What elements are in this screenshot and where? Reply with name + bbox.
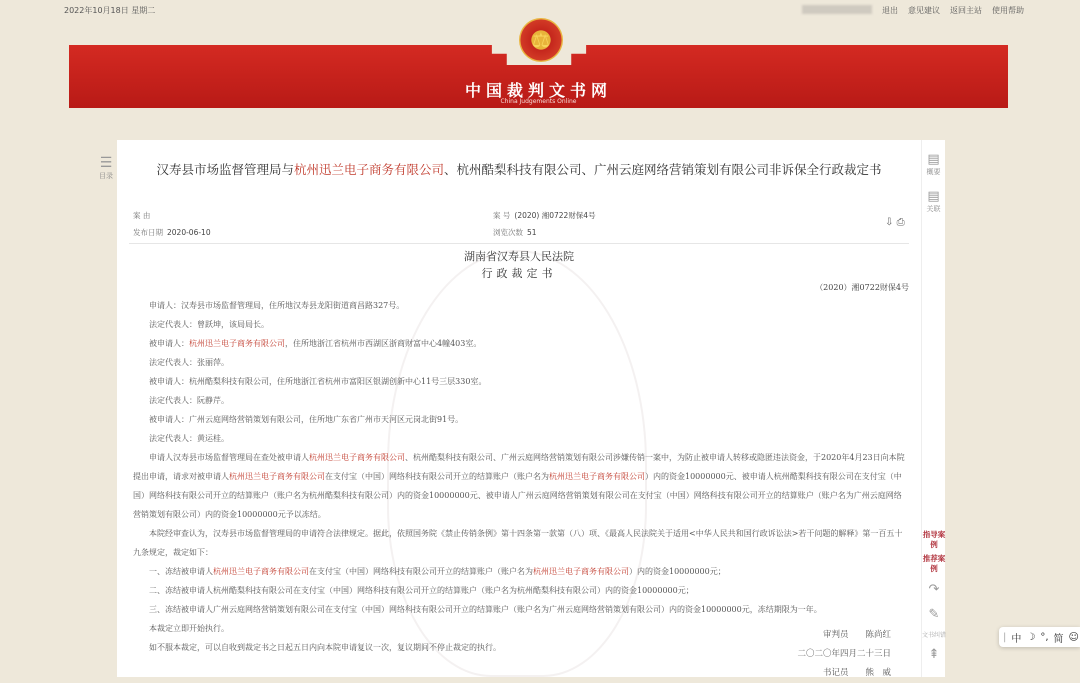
text-segment: 如不服本裁定，可以自收到裁定书之日起五日内向本院申请复议一次，复议期间不停止裁定的执行。 [149,643,501,652]
caseno-value: (2020) 湘0722财保4号 [514,211,596,220]
text-segment: 汉寿县市场监督管理局与 [156,162,294,177]
text-segment: 法定代表人：阮静芹。 [149,396,229,405]
text-segment: 一、冻结被申请人 [149,567,213,576]
cause-label: 案 由 [133,211,151,220]
document-card [117,140,921,677]
date-label: 发布日期 [133,228,163,237]
ime-handle[interactable]: | [1003,631,1007,643]
views-label: 浏览次数 [493,228,523,237]
text-segment: 申请人：汉寿县市场监督管理局，住所地汉寿县龙阳街道商昌路327号。 [149,301,405,310]
document-icon: ▤ [927,189,940,204]
highlighted-company-name[interactable]: 杭州迅兰电子商务有限公司 [213,567,309,576]
error-report-button[interactable]: 文书纠错 [922,632,947,639]
date-value: 2020-06-10 [167,228,211,237]
document-title [117,160,921,178]
text-segment: 、杭州酷梨科技有限公司、广州云庭网络营销策划有限公司非诉保全行政裁定书 [444,162,882,177]
ime-moon-icon[interactable]: ☽ [1026,631,1036,643]
edit-icon[interactable]: ✎ [928,607,940,622]
text-segment: 法定代表人：张丽萍。 [149,358,229,367]
document-paragraph [133,429,909,448]
text-segment: 、杭州酷梨科技有限公司、广州云庭网络营销策划有限公司涉嫌传销一案中，为防止被申请人转移或隐匿违法资金，于2020年4月23日向本院提出申请，请求对被申请人 [133,453,905,481]
ime-simplified[interactable]: 简 [1053,633,1064,645]
document-type: 行政裁定书 [481,267,557,280]
document-paragraph [133,391,909,410]
text-segment: ）内的资金10000000元、被申请人杭州酷梨科技有限公司在支付宝（中国）网络科技有限公司开立的结算账户（账户名为杭州酷梨科技有限公司）内的资金10000000元、被申请人广州云庭网络营销策划有限公司在支付宝（中国）网络科技有限公司开立的结算账户（账户名为广州云庭网络营销策划有限公司）内的资金10000000元予以冻结。 [133,472,902,519]
user-name-blurred [802,5,872,14]
document-paragraph [133,334,909,353]
document-paragraph [133,524,909,562]
right-panel [921,140,945,677]
document-paragraph [133,562,909,581]
text-segment: ，住所地浙江省杭州市西湖区浙商财富中心4幢403室。 [285,339,482,348]
related-label: 关联 [926,205,941,213]
text-segment: 申请人汉寿县市场监督管理局在查处被申请人 [149,453,309,462]
ime-chinese-mode[interactable]: 中 [1011,633,1022,645]
document-paragraph [133,619,909,638]
download-icon[interactable]: ⇩ [885,217,894,228]
text-segment: ）内的资金10000000元； [629,567,726,576]
meta-cause [133,210,154,221]
summary-label: 概要 [926,168,941,176]
document-paragraph [133,448,909,524]
text-segment: 二、冻结被申请人杭州酷梨科技有限公司在支付宝（中国）网络科技有限公司开立的结算账户（账户名为杭州酷梨科技有限公司）内的资金10000000元； [149,586,694,595]
highlighted-company-name[interactable]: 杭州迅兰电子商务有限公司 [549,472,645,481]
meta-date [133,227,211,238]
site-title: 中国裁判文书网 [464,81,612,100]
related-button[interactable] [922,189,945,214]
text-segment: 在支付宝（中国）网络科技有限公司开立的结算账户（账户名为 [325,472,549,481]
highlighted-company-name[interactable]: 杭州迅兰电子商务有限公司 [309,453,405,462]
doc-tools [885,217,905,228]
caseno-label: 案 号 [493,211,511,220]
document-paragraph [133,638,909,657]
text-segment: 被申请人：杭州酷梨科技有限公司，住所地浙江省杭州市富阳区银湖创新中心11号三层330室。 [149,377,487,386]
document-paragraph [133,296,909,315]
court-name: 湖南省汉寿县人民法院 [464,250,574,263]
document-paragraph [133,353,909,372]
ime-punctuation[interactable]: °, [1040,631,1049,643]
judge: 审判员 陈尚红 [822,630,891,640]
document-body [133,296,909,657]
ime-emoji-icon[interactable]: ☺ [1068,631,1079,643]
toc-button[interactable] [99,155,113,181]
case-number: （2020）湘0722财保4号 [815,283,909,292]
guiding-case-button[interactable]: 指导案例 [922,530,946,549]
logout-link[interactable]: 退出 [882,6,898,15]
list-icon: ☰ [99,155,113,171]
signing-date: 二〇二〇年四月二十三日 [797,649,891,659]
back-to-top-icon[interactable]: ⇞ [928,647,940,662]
highlighted-company-name[interactable]: 杭州迅兰电子商务有限公司 [293,162,444,177]
text-segment: 被申请人：广州云庭网络营销策划有限公司，住所地广东省广州市天河区元岗北街91号。 [149,415,464,424]
document-paragraph [133,600,909,619]
recommended-case-button[interactable]: 推荐案例 [922,554,946,573]
clerk: 书记员 熊 威 [822,668,891,678]
text-segment: 本裁定立即开始执行。 [149,624,229,633]
meta-caseno [493,210,596,221]
meta-views [493,227,537,238]
highlighted-company-name[interactable]: 杭州迅兰电子商务有限公司 [533,567,629,576]
text-segment: 被申请人： [149,339,189,348]
views-value: 51 [527,228,537,237]
top-links [802,5,1024,16]
main-site-link[interactable]: 返回主站 [950,6,982,15]
document-paragraph [133,581,909,600]
court-emblem-icon: ⚖ [519,18,563,62]
document-icon: ▤ [927,152,940,167]
summary-button[interactable] [922,152,945,177]
share-icon[interactable]: ↷ [928,582,940,597]
document-paragraph [133,372,909,391]
text-segment: 三、冻结被申请人广州云庭网络营销策划有限公司在支付宝（中国）网络科技有限公司开立的结算账户（账户名为广州云庭网络营销策划有限公司）内的资金10000000元，冻结期限为一年。 [149,605,822,614]
text-segment: 法定代表人：黄运桂。 [149,434,229,443]
ime-toolbar [999,627,1080,647]
current-date: 2022年10月18日 星期二 [64,6,156,15]
highlighted-company-name[interactable]: 杭州迅兰电子商务有限公司 [229,472,325,481]
text-segment: 本院经审查认为，汉寿县市场监督管理局的申请符合法律规定。据此，依照国务院《禁止传销条例》第十四条第一款第（八）项、《最高人民法院关于适用<中华人民共和国行政诉讼法>若干问题的解释》第一百五十九条规定，裁定如下： [133,529,903,557]
help-link[interactable]: 使用帮助 [992,6,1024,15]
text-segment: 法定代表人：曾跃坤，该局局长。 [149,320,269,329]
highlighted-company-name[interactable]: 杭州迅兰电子商务有限公司 [189,339,285,348]
site-subtitle: China Judgements Online [500,98,577,105]
feedback-link[interactable]: 意见建议 [908,6,940,15]
text-segment: 在支付宝（中国）网络科技有限公司开立的结算账户（账户名为 [309,567,533,576]
top-bar [0,0,1080,20]
toc-label: 目录 [99,172,113,180]
signature-block [797,626,891,683]
divider [129,243,909,244]
print-icon[interactable]: ⎙ [896,217,905,228]
document-paragraph [133,410,909,429]
document-paragraph [133,315,909,334]
